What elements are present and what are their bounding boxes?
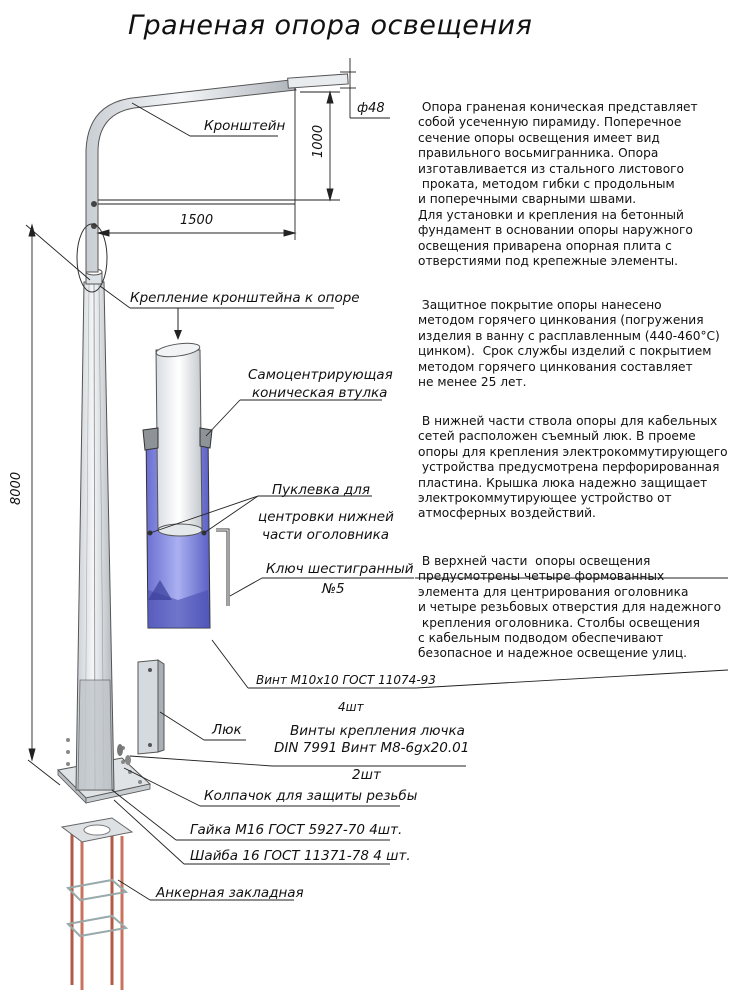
label-screw: Винт М10х10 ГОСТ 11074-93: [256, 673, 436, 687]
label-punch-3: части оголовника: [262, 527, 390, 543]
label-bracket-mount: Крепление кронштейна к опоре: [130, 290, 360, 306]
label-thread-cap: Колпачок для защиты резьбы: [204, 788, 418, 804]
label-hatch-screws-qty: 2шт: [352, 767, 381, 783]
label-screw-qty: 4шт: [338, 700, 364, 714]
description-paragraph-2: Защитное покрытие опоры нанесено методом горячего цинкования (погружения изделия в ванну с расплавленным (440-460°С) цинком). Срок службы изделий с покрытием методом горячего цинкования составляет не менее 25 лет.: [418, 298, 720, 390]
label-nut: Гайка М16 ГОСТ 5927-70 4шт.: [190, 822, 403, 838]
dim-1500: 1500: [180, 213, 214, 228]
label-hatch: Люк: [212, 722, 242, 738]
label-washer: Шайба 16 ГОСТ 11371-78 4 шт.: [190, 848, 411, 864]
label-hatch-screws-1: Винты крепления лючка: [290, 723, 465, 739]
pole: [58, 269, 150, 803]
description-paragraph-1: Опора граненая коническая представляет собой усеченную пирамиду. Поперечное сечение опоры освещения имеет вид правильного восьмигранника. Опора изготавливается из стального листового проката, методом гибки с продольным и поперечными сварными швами. Для установки и крепления на бетонный фундамент в основании опоры наружного освещения приварена опорная плита с отверстиями под крепежные элементы.: [418, 100, 698, 269]
label-hex-key-1: Ключ шестигранный: [266, 561, 414, 577]
dim-1000: 1000: [311, 124, 326, 158]
label-punch-2: центровки нижней: [258, 509, 394, 525]
label-sleeve-2: коническая втулка: [252, 385, 388, 401]
anchor-embed: [62, 818, 132, 990]
label-anchor: Анкерная закладная: [156, 885, 304, 901]
dim-8000: 8000: [9, 471, 24, 505]
label-sleeve-1: Самоцентрирующая: [248, 367, 393, 383]
bracket: [86, 74, 348, 272]
description-paragraph-4: В верхней части опоры освещения предусмотрены четыре формованных элемента для центрирования оголовника и четыре резьбовых отверстия для надежного крепления оголовника. Столбы освещения с кабельным подводом обеспечивают безопасное и надежное освещение улиц.: [418, 554, 722, 661]
label-punch-1: Пуклевка для: [272, 482, 370, 498]
page-title: Граненая опора освещения: [128, 10, 533, 41]
label-bracket: Кронштейн: [204, 118, 286, 134]
label-hex-key-2: №5: [322, 581, 345, 597]
description-paragraph-3: В нижней части ствола опоры для кабельных сетей расположен съемный люк. В проеме опоры для крепления электрокоммутирующего устройства предусмотрена перфорированная пластина. Крышка люка надежно защищает электрокоммутирующее устройство от атмосферных воздействий.: [418, 414, 728, 521]
dim-phi48: ф48: [357, 101, 385, 116]
label-hatch-screws-2: DIN 7991 Винт М8-6gx20.01: [274, 740, 470, 756]
sleeve-assembly: [143, 308, 228, 628]
